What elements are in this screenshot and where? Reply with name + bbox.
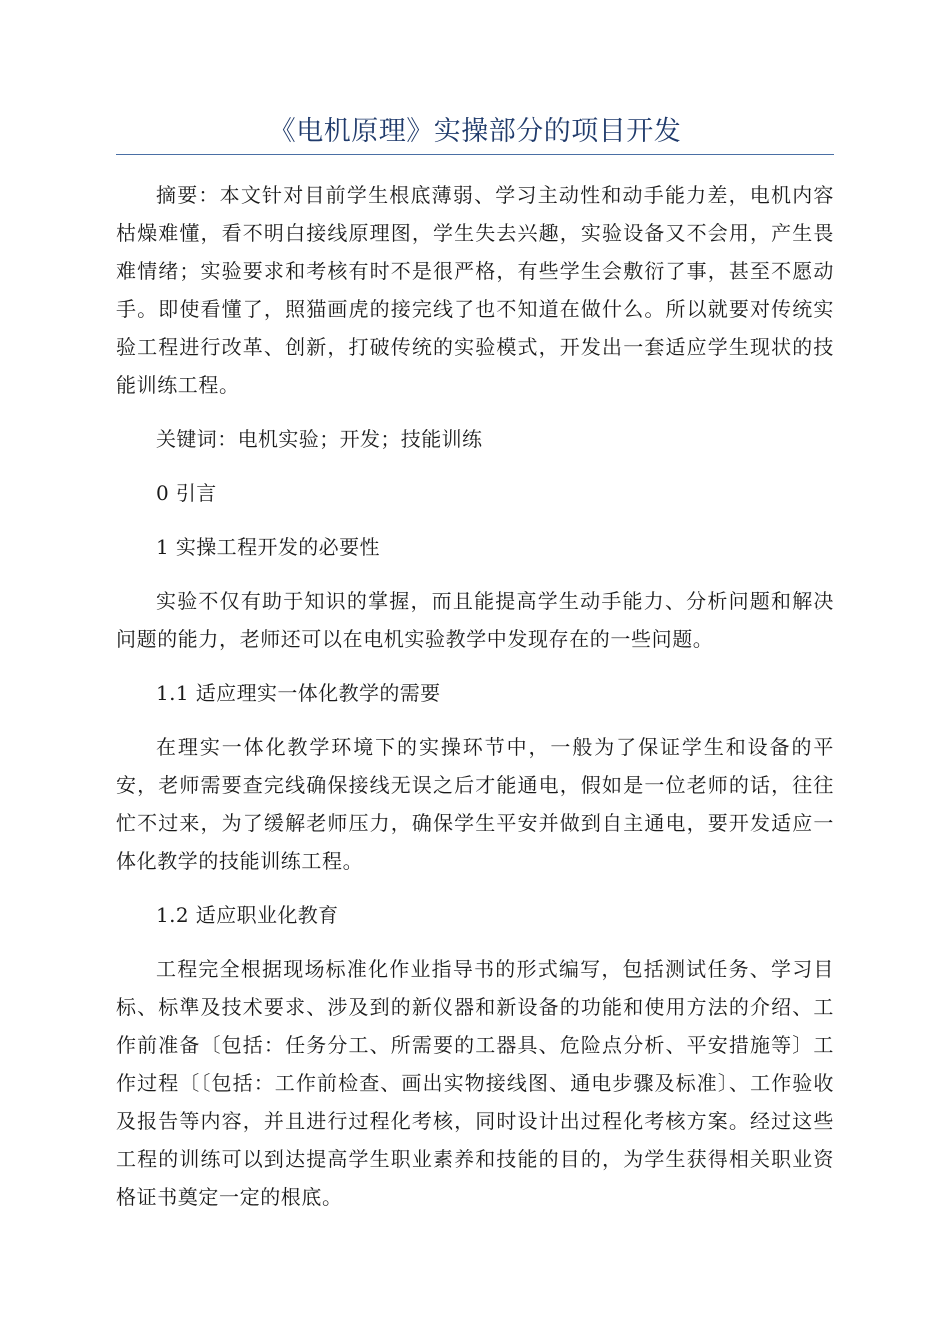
document-body xyxy=(116,176,834,1232)
document-title: 《电机原理》实操部分的项目开发 xyxy=(268,116,682,147)
section-0-heading: 0 引言 xyxy=(156,481,217,505)
section-1-2-paragraph: 工程完全根据现场标准化作业指导书的形式编写，包括测试任务、学习目标、标準及技术要求、涉及到的新仪器和新设备的功能和使用方法的介绍、工作前准备〔包括：任务分工、所需要的工器具、危险点分析、平安措施等〕工作过程〔〔包括：工作前检查、画出实物接线图、通电步骤及标准〕、工作验收及报告等内容，并且进行过程化考核，同时设计出过程化考核方案。经过这些工程的训练可以到达提高学生职业素养和技能的目的，为学生获得相关职业资格证书奠定一定的根底。 xyxy=(116,957,834,1209)
keywords-line: 关键词：电机实验；开发；技能训练 xyxy=(156,427,483,451)
section-1-heading: 1 实操工程开发的必要性 xyxy=(156,535,380,559)
section-1-1-heading: 1.1 适应理实一体化教学的需要 xyxy=(156,681,441,705)
title-underline xyxy=(116,154,834,155)
section-1-paragraph: 实验不仅有助于知识的掌握，而且能提高学生动手能力、分析问题和解决问题的能力，老师还可以在电机实验教学中发现存在的一些问题。 xyxy=(116,589,834,651)
section-1-1-paragraph: 在理实一体化教学环境下的实操环节中，一般为了保证学生和设备的平安，老师需要查完线确保接线无误之后才能通电，假如是一位老师的话，往往忙不过来，为了缓解老师压力，确保学生平安并做到自主通电，要开发适应一体化教学的技能训练工程。 xyxy=(116,735,834,873)
section-1-2-heading: 1.2 适应职业化教育 xyxy=(156,903,339,927)
abstract-paragraph: 摘要：本文针对目前学生根底薄弱、学习主动性和动手能力差，电机内容枯燥难懂，看不明白接线原理图，学生失去兴趣，实验设备又不会用，产生畏难情绪；实验要求和考核有时不是很严格，有些学生会敷衍了事，甚至不愿动手。即使看懂了，照猫画虎的接完线了也不知道在做什么。所以就要对传统实验工程进行改革、创新，打破传统的实验模式，开发出一套适应学生现状的技能训练工程。 xyxy=(116,183,834,397)
